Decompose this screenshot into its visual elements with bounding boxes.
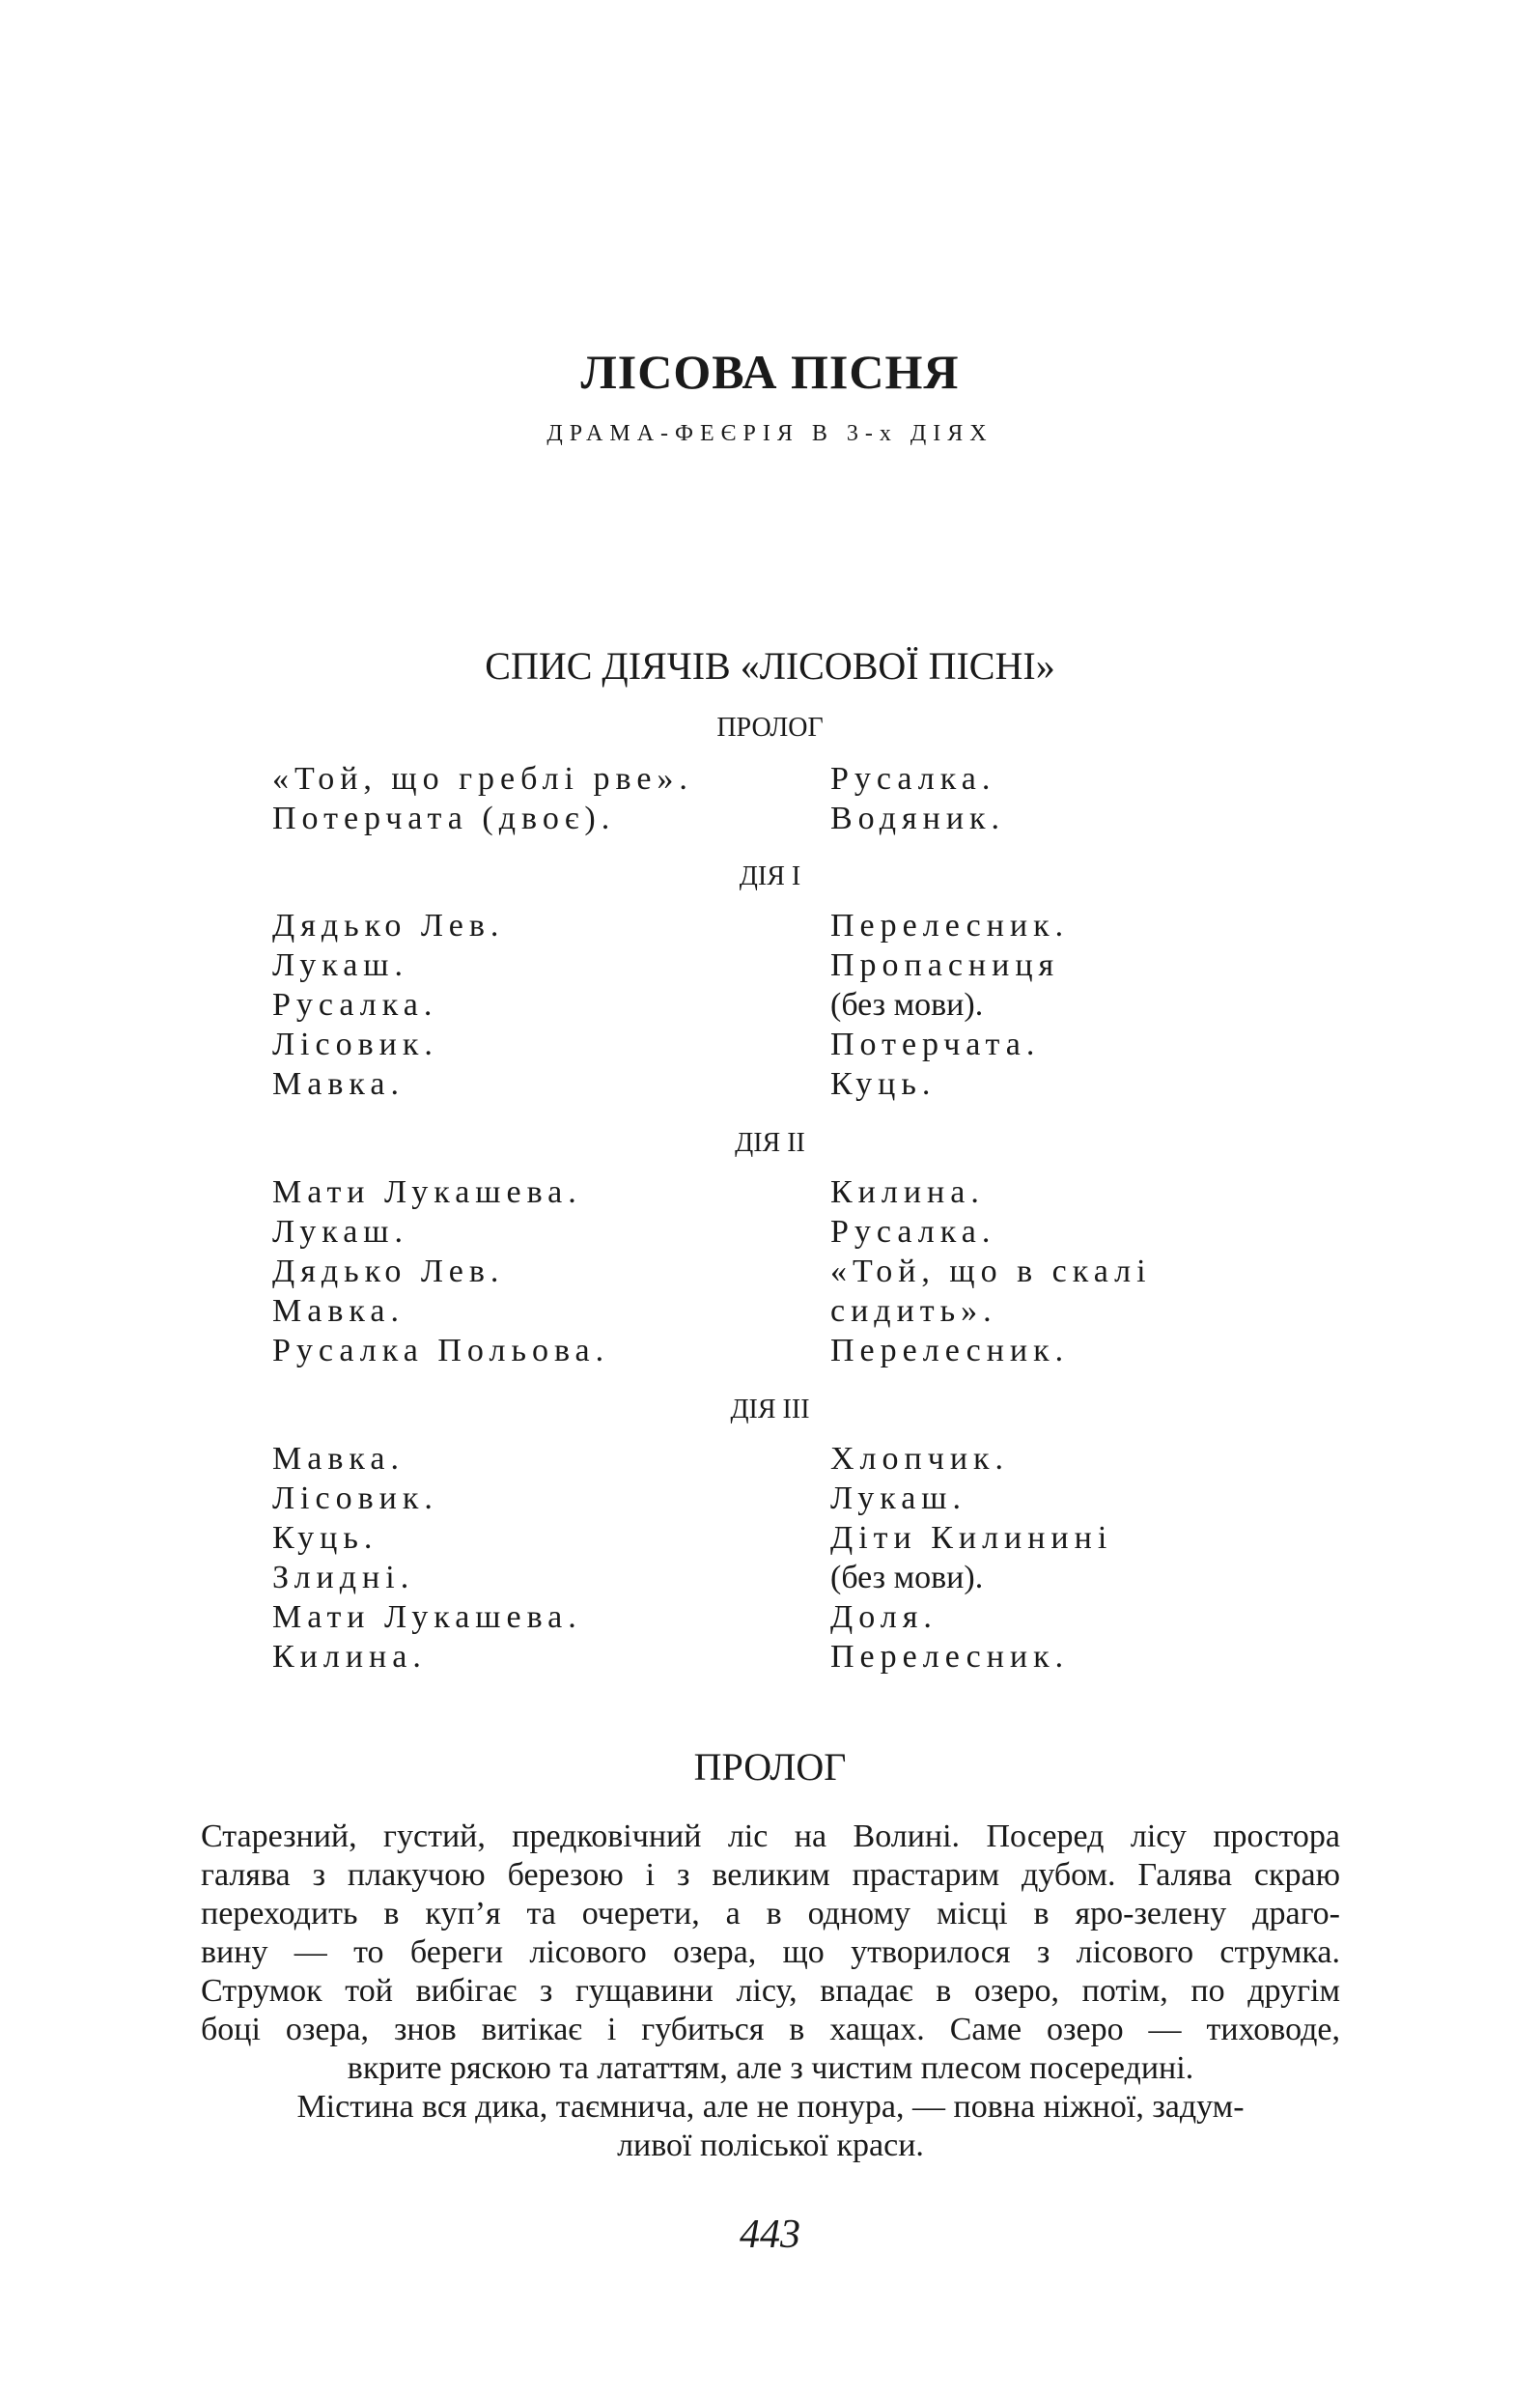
cast-name: Перелесник. bbox=[830, 1333, 1070, 1368]
cast-name: Потерчата (двоє). bbox=[272, 801, 616, 836]
act-label-3: ДІЯ ІІІ bbox=[730, 1395, 810, 1424]
prolog-line: Струмок той вибігає з гущавини лісу, впадає в озеро, потім, по другім bbox=[201, 1973, 1340, 2009]
cast-name: Куць. bbox=[830, 1066, 937, 1102]
cast-name: (без мови). bbox=[830, 1560, 984, 1595]
cast-name: Куць. bbox=[272, 1520, 378, 1556]
prolog-line: Старезний, густий, предковічний ліс на Волині. Посеред лісу простора bbox=[201, 1818, 1340, 1854]
cast-name: сидить». bbox=[830, 1293, 997, 1329]
cast-name: Злидні. bbox=[272, 1560, 415, 1595]
cast-column-right-prolog bbox=[830, 759, 1332, 838]
cast-name: Лісовик. bbox=[272, 1027, 438, 1062]
cast-name: Лісовик. bbox=[272, 1480, 438, 1516]
cast-column-left-act2 bbox=[272, 1172, 794, 1370]
cast-name: Доля. bbox=[830, 1599, 938, 1635]
cast-name: Русалка Польова. bbox=[272, 1333, 610, 1368]
cast-name: Мати Лукашева. bbox=[272, 1174, 582, 1210]
cast-name: Мати Лукашева. bbox=[272, 1599, 582, 1635]
cast-name: «Той, що греблі рве». bbox=[272, 761, 693, 797]
cast-name: Лукаш. bbox=[272, 947, 408, 983]
cast-name: Русалка. bbox=[830, 1214, 996, 1250]
cast-list-heading: СПИС ДІЯЧІВ «ЛІСОВОЇ ПІСНІ» bbox=[485, 644, 1055, 688]
prolog-line: Містина вся дика, таємнича, але не понура, — повна ніжної, задум- bbox=[296, 2089, 1245, 2125]
cast-name: Лукаш. bbox=[830, 1480, 966, 1516]
cast-name: Діти Килинині bbox=[830, 1520, 1113, 1556]
prolog-line: боці озера, знов витікає і губиться в хащах. Саме озеро — тиховоде, bbox=[201, 2012, 1340, 2047]
cast-name: Дядько Лев. bbox=[272, 1254, 505, 1289]
cast-name: Русалка. bbox=[272, 987, 438, 1023]
cast-name: Килина. bbox=[272, 1639, 427, 1675]
cast-column-left-act3 bbox=[272, 1439, 794, 1677]
cast-name: Мавка. bbox=[272, 1066, 405, 1102]
cast-name: Хлопчик. bbox=[830, 1441, 1010, 1477]
cast-name: Лукаш. bbox=[272, 1214, 408, 1250]
cast-name: Водяник. bbox=[830, 801, 1006, 836]
cast-column-right-act3 bbox=[830, 1439, 1332, 1677]
cast-name: (без мови). bbox=[830, 987, 984, 1023]
play-subtitle: ДРАМА-ФЕЄРІЯ В 3-х ДІЯХ bbox=[546, 421, 994, 446]
prolog-line: вкрите ряскою та лататтям, але з чистим плесом посередині. bbox=[347, 2050, 1194, 2086]
cast-name: Дядько Лев. bbox=[272, 908, 505, 944]
act-label-prolog: ПРОЛОГ bbox=[716, 713, 824, 743]
prolog-line: галява з плакучою березою і з великим прастарим дубом. Галява скраю bbox=[201, 1857, 1340, 1893]
cast-name: Перелесник. bbox=[830, 1639, 1070, 1675]
act-label-1: ДІЯ І bbox=[739, 861, 801, 891]
prolog-stage-direction bbox=[201, 1818, 1340, 2165]
act-label-2: ДІЯ ІІ bbox=[735, 1128, 805, 1158]
play-title: ЛІСОВА ПІСНЯ bbox=[580, 345, 960, 399]
cast-name: «Той, що в скалі bbox=[830, 1254, 1152, 1289]
prolog-heading: ПРОЛОГ bbox=[693, 1745, 847, 1789]
prolog-line: переходить в куп’я та очерети, а в одному місці в яро-зелену драго- bbox=[201, 1896, 1340, 1931]
cast-name: Мавка. bbox=[272, 1441, 405, 1477]
cast-name: Мавка. bbox=[272, 1293, 405, 1329]
cast-column-left-prolog bbox=[272, 759, 794, 838]
prolog-line: вину — то береги лісового озера, що утворилося з лісового струмка. bbox=[201, 1934, 1340, 1970]
prolog-line: ливої поліської краси. bbox=[617, 2128, 924, 2163]
cast-name: Килина. bbox=[830, 1174, 985, 1210]
cast-name: Потерчата. bbox=[830, 1027, 1041, 1062]
cast-column-left-act1 bbox=[272, 906, 794, 1104]
cast-column-right-act1 bbox=[830, 906, 1332, 1104]
cast-name: Пропасниця bbox=[830, 947, 1060, 983]
cast-name: Русалка. bbox=[830, 761, 996, 797]
page-number: 443 bbox=[740, 2213, 800, 2257]
cast-column-right-act2 bbox=[830, 1172, 1332, 1370]
cast-name: Перелесник. bbox=[830, 908, 1070, 944]
